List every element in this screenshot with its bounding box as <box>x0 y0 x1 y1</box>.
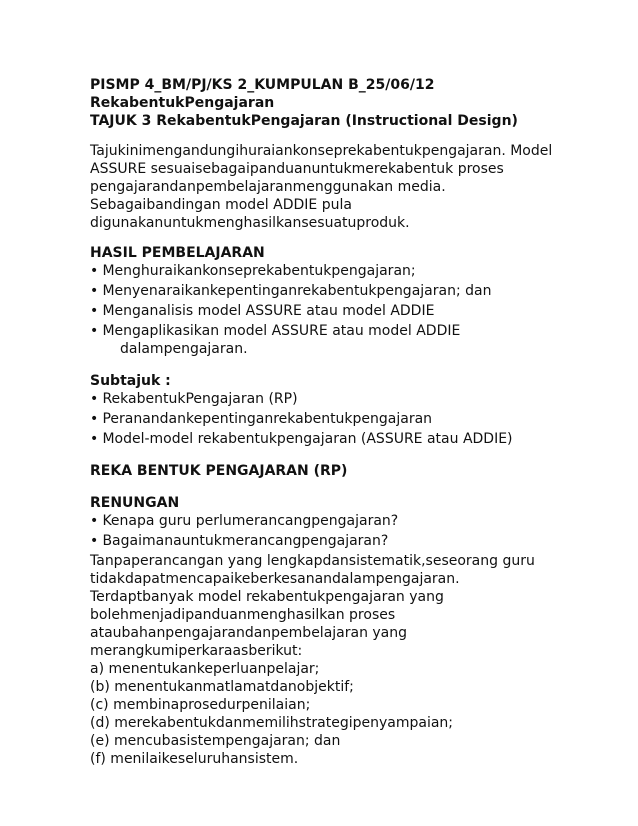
body-line: Tanpaperancangan yang lengkapdansistematik,seseorang guru <box>90 553 535 569</box>
intro-line: ASSURE sesuaisebagaipanduanuntukmerekabentuk proses <box>90 161 504 177</box>
subtajuk-heading: Subtajuk : <box>90 373 171 389</box>
body-line: Terdaptbanyak model rekabentukpengajaran yang <box>90 589 444 605</box>
renungan-heading: RENUNGAN <box>90 495 180 511</box>
intro-line: pengajarandanpembelajaranmenggunakan media. <box>90 179 446 195</box>
body-line: (e) mencubasistempengajaran; dan <box>90 733 341 749</box>
header-course-code: PISMP 4_BM/PJ/KS 2_KUMPULAN B_25/06/12 <box>90 77 435 93</box>
list-item: • Model-model rekabentukpengajaran (ASSURE atau ADDIE) <box>90 431 513 447</box>
hasil-pembelajaran-section <box>90 244 590 358</box>
bullet-icon: • <box>90 323 99 339</box>
intro-line: digunakanuntukmenghasilkansesuatuproduk. <box>90 215 410 231</box>
body-line: tidakdapatmencapaikeberkesanandalampengajaran. <box>90 571 460 587</box>
header-subject: RekabentukPengajaran <box>90 95 275 111</box>
list-item: • Mengaplikasikan model ASSURE atau model ADDIE <box>90 323 461 339</box>
list-item: • RekabentukPengajaran (RP) <box>90 391 298 407</box>
body-line: bolehmenjadipanduanmenghasilkan proses <box>90 607 396 623</box>
intro-line: Sebagaibandingan model ADDIE pula <box>90 197 352 213</box>
body-line: ataubahanpengajarandanpembelajaran yang <box>90 625 408 641</box>
subtajuk-section <box>90 372 590 448</box>
bullet-icon: • <box>90 303 99 319</box>
bullet-icon: • <box>90 431 99 447</box>
bullet-icon: • <box>90 283 99 299</box>
body-line: (b) menentukanmatlamatdanobjektif; <box>90 679 354 695</box>
hasil-heading: HASIL PEMBELAJARAN <box>90 245 265 261</box>
list-item-continuation: dalampengajaran. <box>120 341 248 357</box>
renungan-body <box>90 552 590 768</box>
bullet-icon: • <box>90 513 99 529</box>
bullet-icon: • <box>90 533 99 549</box>
body-line: (c) membinaprosedurpenilaian; <box>90 697 311 713</box>
document-page <box>90 76 590 768</box>
intro-line: Tajukinimengandungihuraiankonseprekabentukpengajaran. Model <box>90 143 553 159</box>
renungan-section <box>90 494 590 768</box>
document-header <box>90 76 590 130</box>
list-item: • Kenapa guru perlumerancangpengajaran? <box>90 513 399 529</box>
list-item: • Menganalisis model ASSURE atau model ADDIE <box>90 303 435 319</box>
body-line: a) menentukankeperluanpelajar; <box>90 661 320 677</box>
list-item: • Menghuraikankonseprekabentukpengajaran; <box>90 263 416 279</box>
header-topic-title: TAJUK 3 RekabentukPengajaran (Instructional Design) <box>90 113 518 129</box>
section-title: REKA BENTUK PENGAJARAN (RP) <box>90 463 348 479</box>
body-line: (f) menilaikeseluruhansistem. <box>90 751 299 767</box>
bullet-icon: • <box>90 263 99 279</box>
list-item: • Bagaimanauntukmerancangpengajaran? <box>90 533 389 549</box>
body-line: (d) merekabentukdanmemilihstrategipenyampaian; <box>90 715 454 731</box>
bullet-icon: • <box>90 411 99 427</box>
bullet-icon: • <box>90 391 99 407</box>
list-item: • Menyenaraikankepentinganrekabentukpengajaran; dan <box>90 283 492 299</box>
list-item: • Peranandankepentinganrekabentukpengajaran <box>90 411 433 427</box>
intro-paragraph <box>90 142 590 232</box>
body-line: merangkumiperkaraasberikut: <box>90 643 303 659</box>
